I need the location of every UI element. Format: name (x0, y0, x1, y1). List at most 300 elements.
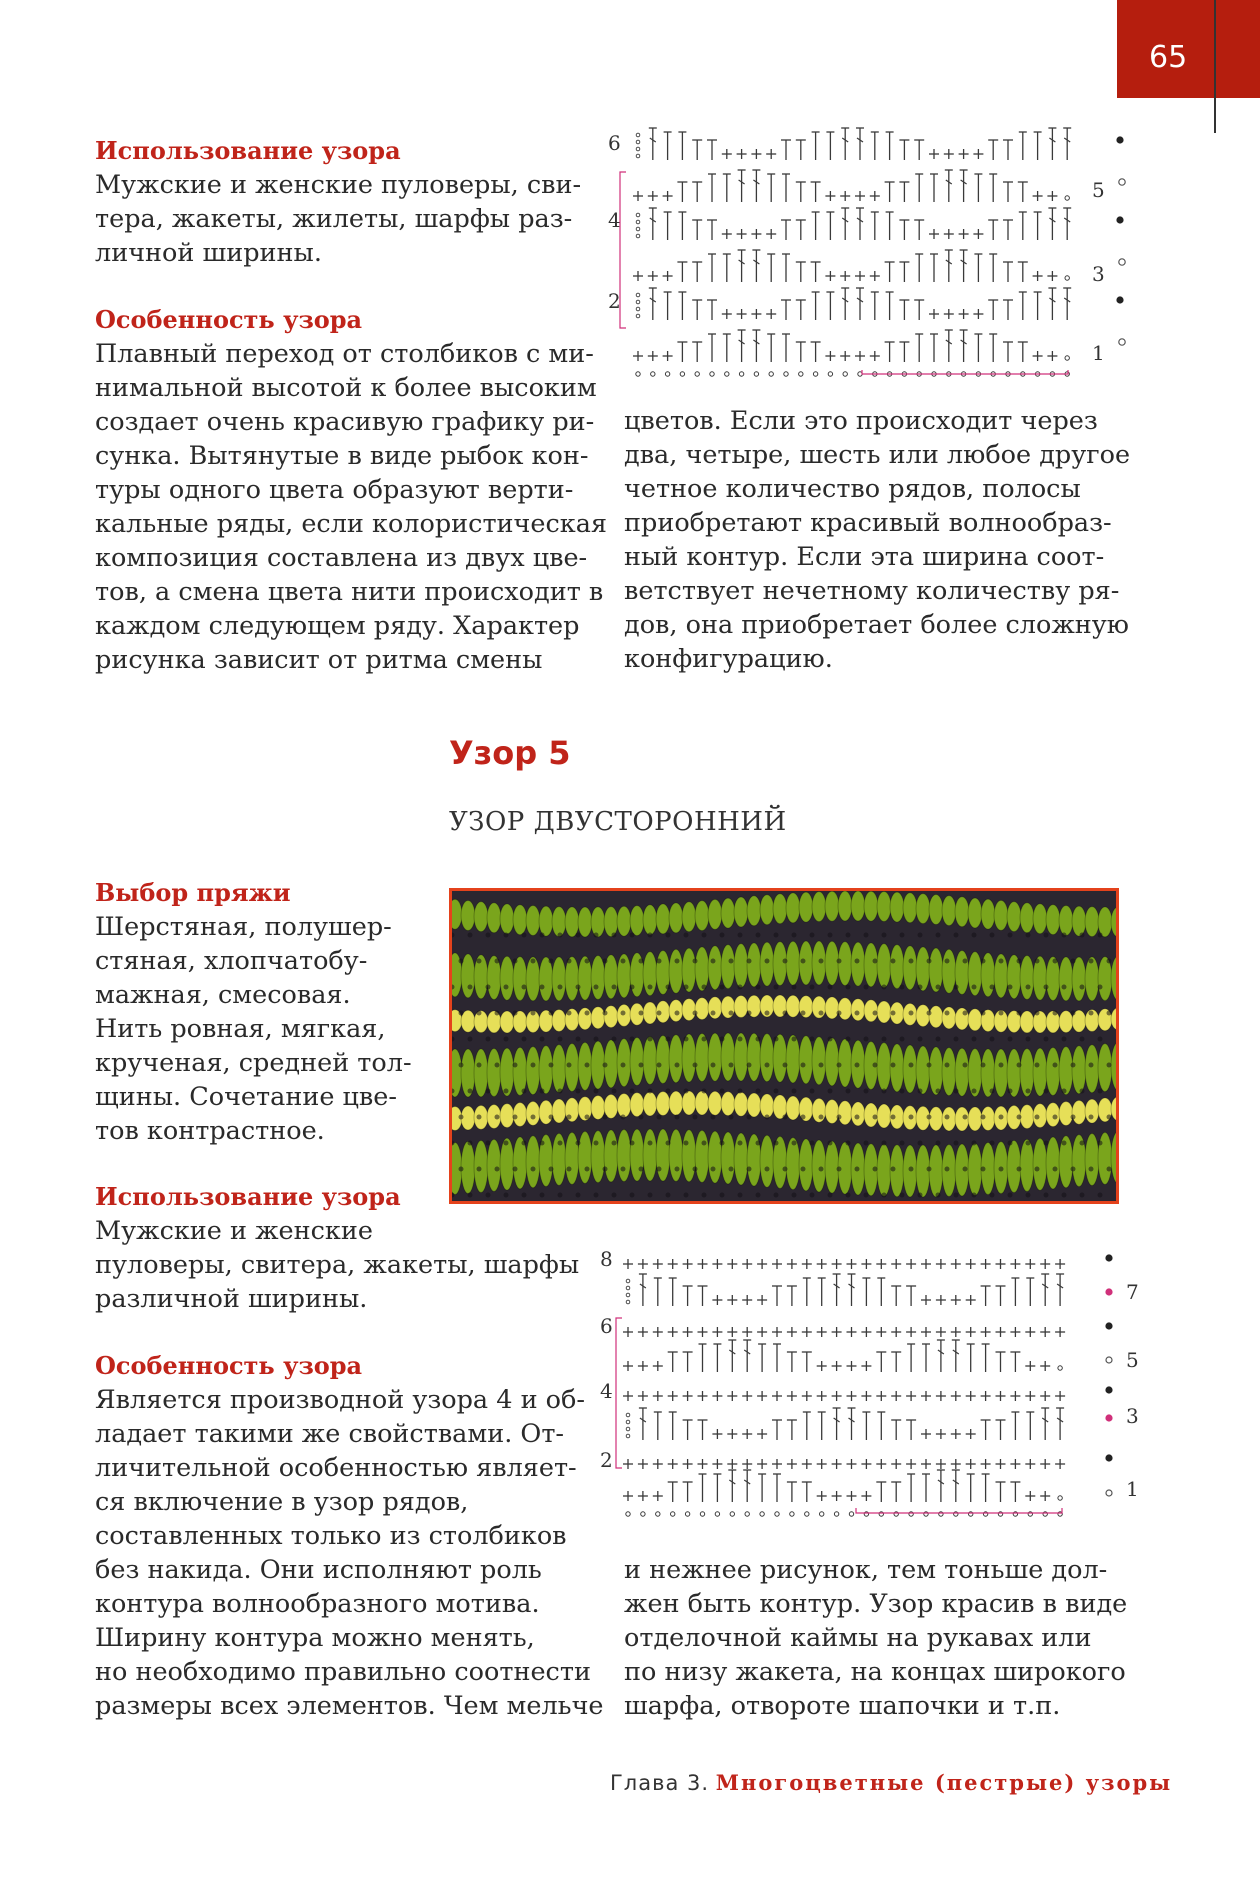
yarn-dot (792, 933, 797, 938)
yarn-dot (567, 1011, 572, 1016)
yarn-dot (774, 1141, 779, 1146)
yarn-dot (900, 1141, 905, 1146)
yarn-stitch (539, 906, 553, 936)
yarn-stitch (864, 891, 878, 921)
yarn-dot (855, 1011, 860, 1016)
yarn-dot (495, 1063, 500, 1068)
yarn-dot (954, 1141, 959, 1146)
yarn-dot (846, 1037, 851, 1042)
yarn-dot (1035, 1011, 1040, 1016)
yarn-dot (558, 985, 563, 990)
yarn-dot (792, 1089, 797, 1094)
repeat-bracket (620, 172, 626, 328)
yarn-dot (927, 1063, 932, 1068)
yarn-stitch (1033, 1138, 1047, 1190)
yarn-dot (828, 1141, 833, 1146)
yarn-dot (945, 1167, 950, 1172)
yarn-stitch (760, 1094, 774, 1118)
yarn-dot (837, 1011, 842, 1016)
yarn-dot (756, 933, 761, 938)
yarn-dot (504, 933, 509, 938)
chain-symbol (695, 372, 699, 376)
yarn-stitch (877, 1104, 891, 1128)
yarn-stitch (591, 1007, 605, 1029)
chain-symbol (813, 372, 817, 376)
chain-symbol (799, 372, 803, 376)
yarn-dot (468, 933, 473, 938)
yarn-dot (522, 933, 527, 938)
yarn-dot (513, 1063, 518, 1068)
yarn-dot (522, 985, 527, 990)
yarn-dot (891, 1063, 896, 1068)
yarn-dot (477, 1011, 482, 1016)
row-label: 3 (1126, 1404, 1139, 1428)
chain-symbol (651, 372, 655, 376)
yarn-dot (1098, 1141, 1103, 1146)
chain-symbol (790, 1512, 794, 1516)
yarn-stitch (851, 891, 865, 921)
yarn-dot (1071, 1011, 1076, 1016)
yarn-dot (765, 959, 770, 964)
yarn-dot (1089, 1063, 1094, 1068)
text-line: дов, она приобретает более сложную (624, 610, 1130, 640)
yarn-dot (765, 1063, 770, 1068)
yarn-stitch (968, 1143, 982, 1195)
yarn-stitch (539, 1100, 553, 1124)
yarn-stitch (916, 1046, 930, 1094)
text-line: Шерстяная, полушер- (95, 912, 392, 942)
yarn-stitch (565, 907, 579, 937)
yarn-dot (918, 985, 923, 990)
chain-symbol (636, 154, 640, 158)
yarn-stitch (552, 907, 566, 937)
yarn-stitch (929, 1107, 943, 1131)
chain-symbol (665, 372, 669, 376)
yarn-stitch (500, 904, 514, 934)
text-line: но необходимо правильно соотнести (95, 1657, 591, 1687)
chain-symbol (636, 314, 640, 318)
yarn-stitch (526, 1047, 540, 1095)
yarn-stitch (669, 1035, 683, 1083)
yarn-stitch (955, 897, 969, 927)
yarn-stitch (578, 907, 592, 937)
yarn-dot (612, 1089, 617, 1094)
yarn-dot (729, 1011, 734, 1016)
yarn-stitch (786, 995, 800, 1017)
yarn-stitch (1046, 1137, 1060, 1189)
yarn-dot (693, 1011, 698, 1016)
yarn-dot (846, 1193, 851, 1198)
row-label: 1 (1126, 1477, 1139, 1501)
yarn-stitch (1072, 906, 1086, 936)
yarn-dot (963, 1167, 968, 1172)
yarn-dot (1053, 1063, 1058, 1068)
text-line: без накида. Они исполняют роль (95, 1555, 542, 1585)
yarn-stitch (734, 944, 748, 988)
yarn-stitch (578, 1008, 592, 1030)
yarn-dot (999, 959, 1004, 964)
yarn-dot (711, 1115, 716, 1120)
chain-symbol (745, 1512, 749, 1516)
row-marker-filled (1117, 217, 1123, 223)
yarn-stitch (1046, 1047, 1060, 1095)
yarn-stitch (1085, 1133, 1099, 1185)
yarn-stitch (604, 907, 618, 937)
yarn-stitch (812, 1098, 826, 1122)
yarn-dot (594, 1037, 599, 1042)
yarn-dot (666, 1193, 671, 1198)
yarn-dot (477, 1115, 482, 1120)
yarn-dot (990, 933, 995, 938)
yarn-dot (594, 985, 599, 990)
yarn-dot (630, 933, 635, 938)
yarn-dot (810, 1089, 815, 1094)
yarn-stitch (526, 906, 540, 936)
yarn-dot (567, 1167, 572, 1172)
usage-section-1 (95, 134, 581, 270)
yarn-stitch (877, 892, 891, 922)
yarn-dot (504, 985, 509, 990)
yarn-stitch (682, 999, 696, 1021)
yarn-dot (783, 1011, 788, 1016)
yarn-dot (639, 1167, 644, 1172)
yarn-dot (549, 1011, 554, 1016)
chapter-number: Глава 3. (610, 1771, 710, 1795)
yarn-dot (864, 1193, 869, 1198)
yarn-dot (1071, 1063, 1076, 1068)
yarn-stitch (1020, 1139, 1034, 1191)
yarn-dot (1008, 1141, 1013, 1146)
yarn-dot (540, 1089, 545, 1094)
yarn-stitch (877, 1144, 891, 1196)
yarn-dot (846, 985, 851, 990)
yarn-dot (927, 959, 932, 964)
text-line: отделочной каймы на рукавах или (624, 1623, 1092, 1653)
yarn-dot (792, 985, 797, 990)
yarn-stitch (565, 1044, 579, 1092)
yarn-dot (1044, 1037, 1049, 1042)
yarn-dot (513, 1011, 518, 1016)
yarn-dot (495, 1115, 500, 1120)
yarn-dot (657, 1063, 662, 1068)
yarn-stitch (929, 948, 943, 992)
yarn-stitch (929, 895, 943, 925)
chain-symbol (636, 227, 640, 231)
yarn-dot (801, 1011, 806, 1016)
yarn-dot (459, 1115, 464, 1120)
row-label: 2 (600, 1448, 613, 1472)
yarn-dot (900, 1037, 905, 1042)
yarn-dot (954, 1089, 959, 1094)
yarn-stitch (617, 1039, 631, 1087)
yarn-stitch (1098, 907, 1112, 937)
yarn-stitch (734, 897, 748, 927)
yarn-dot (720, 985, 725, 990)
yarn-dot (828, 1037, 833, 1042)
yarn-stitch (721, 945, 735, 989)
yarn-stitch (877, 1001, 891, 1023)
crochet-chart-1 (600, 120, 1140, 380)
yarn-dot (702, 1089, 707, 1094)
yarn-dot (576, 1089, 581, 1094)
yarn-dot (774, 1037, 779, 1042)
yarn-stitch (1046, 1103, 1060, 1127)
yarn-dot (873, 1115, 878, 1120)
yarn-dot (819, 1167, 824, 1172)
chain-symbol (685, 1512, 689, 1516)
yarn-dot (972, 1193, 977, 1198)
yarn-stitch (1072, 1046, 1086, 1094)
yarn-dot (936, 1089, 941, 1094)
yarn-dot (765, 1115, 770, 1120)
yarn-dot (603, 959, 608, 964)
yarn-dot (738, 1141, 743, 1146)
yarn-dot (1107, 959, 1112, 964)
yarn-dot (954, 933, 959, 938)
text-line: ся включение в узор рядов, (95, 1487, 469, 1517)
row-label: 7 (1126, 1280, 1139, 1304)
yarn-dot (828, 1089, 833, 1094)
row-marker-filled (1117, 137, 1123, 143)
yarn-dot (819, 1063, 824, 1068)
text-line: контура волнообразного мотива. (95, 1589, 540, 1619)
feature-continued-2 (624, 1553, 1127, 1723)
chain-symbol (636, 140, 640, 144)
text-line: туры одного цвета образуют верти- (95, 475, 574, 505)
text-line: личной ширины. (95, 238, 322, 268)
chain-symbol (754, 372, 758, 376)
yarn-dot (936, 1141, 941, 1146)
yarn-stitch (552, 1099, 566, 1123)
yarn-stitch (903, 1045, 917, 1093)
yarn-dot (657, 1167, 662, 1172)
yarn-dot (459, 1063, 464, 1068)
yarn-dot (810, 933, 815, 938)
yarn-dot (711, 1011, 716, 1016)
yarn-stitch (851, 942, 865, 986)
yarn-stitch (1085, 1045, 1099, 1093)
row-marker-open (1106, 1357, 1112, 1363)
yarn-dot (459, 1167, 464, 1172)
yarn-dot (882, 1089, 887, 1094)
yarn-stitch (1007, 902, 1021, 932)
yarn-dot (630, 985, 635, 990)
yarn-dot (1107, 1011, 1112, 1016)
yarn-dot (720, 1141, 725, 1146)
yarn-dot (1107, 1115, 1112, 1120)
yarn-stitch (773, 942, 787, 986)
yarn-dot (1044, 1089, 1049, 1094)
yarn-dot (684, 933, 689, 938)
chain-symbol (775, 1512, 779, 1516)
yarn-dot (522, 1037, 527, 1042)
yarn-dot (513, 959, 518, 964)
yarn-dot (738, 933, 743, 938)
yarn-stitch (1046, 957, 1060, 1001)
yarn-dot (990, 1141, 995, 1146)
text-line: тов, а смена цвета нити происходит в (95, 577, 604, 607)
yarn-stitch (825, 997, 839, 1019)
yarn-dot (1107, 1063, 1112, 1068)
yarn-dot (846, 933, 851, 938)
yarn-stitch (656, 904, 670, 934)
feature-heading-1: Особенность узора (95, 305, 363, 334)
yarn-dot (918, 1037, 923, 1042)
yarn-dot (675, 1063, 680, 1068)
usage-section-2 (95, 1180, 579, 1316)
yarn-dot (981, 1011, 986, 1016)
row-marker-filled (1106, 1323, 1112, 1329)
yarn-stitch (1059, 1047, 1073, 1095)
usage-heading-1: Использование узора (95, 136, 401, 165)
yarn-dot (612, 933, 617, 938)
chain-symbol (805, 1512, 809, 1516)
chain-symbol (626, 1413, 630, 1417)
yarn-dot (990, 985, 995, 990)
yarn-dot (1044, 1141, 1049, 1146)
yarn-dot (468, 1089, 473, 1094)
yarn-dot (486, 985, 491, 990)
yarn-dot (918, 1193, 923, 1198)
yarn-dot (567, 1115, 572, 1120)
yarn-dot (1053, 959, 1058, 964)
yarn-stitch (643, 905, 657, 935)
yarn-dot (837, 1115, 842, 1120)
text-line: создает очень красивую графику ри- (95, 407, 595, 437)
crochet-chart-2 (594, 1240, 1154, 1520)
yarn-stitch (643, 1092, 657, 1116)
yarn-stitch (682, 1130, 696, 1182)
yarn-dot (810, 1037, 815, 1042)
yarn-dot (630, 1193, 635, 1198)
yarn-dot (909, 1115, 914, 1120)
yarn-dot (576, 985, 581, 990)
yarn-dot (747, 1063, 752, 1068)
yarn-dot (1035, 1115, 1040, 1120)
yarn-dot (936, 933, 941, 938)
yarn-dot (684, 1141, 689, 1146)
yarn-dot (828, 933, 833, 938)
yarn-dot (594, 1089, 599, 1094)
yarn-stitch (630, 1093, 644, 1117)
yarn-dot (945, 959, 950, 964)
yarn-stitch (643, 1129, 657, 1181)
yarn-dot (810, 1193, 815, 1198)
chain-symbol (626, 1279, 630, 1283)
yarn-dot (729, 959, 734, 964)
yarn-stitch (539, 1046, 553, 1094)
yarn-stitch (695, 947, 709, 991)
yarn-stitch (604, 1006, 618, 1028)
yarn-dot (801, 1115, 806, 1120)
yarn-stitch (526, 957, 540, 1001)
yarn-stitch (1072, 1100, 1086, 1124)
yarn-stitch (461, 900, 475, 930)
yarn-dot (522, 1141, 527, 1146)
text-line: конфигурацию. (624, 644, 833, 674)
yarn-dot (675, 1011, 680, 1016)
yarn-dot (828, 1193, 833, 1198)
chain-symbol (1058, 1366, 1062, 1370)
yarn-dot (504, 1141, 509, 1146)
yarn-dot (684, 1037, 689, 1042)
yarn-dot (675, 1115, 680, 1120)
yarn-dot (567, 959, 572, 964)
chain-symbol (700, 1512, 704, 1516)
yarn-dot (1098, 1037, 1103, 1042)
chain-symbol (636, 293, 640, 297)
yarn-dot (612, 985, 617, 990)
yarn-dot (567, 1063, 572, 1068)
text-line: стяная, хлопчатобу- (95, 946, 368, 976)
yarn-dot (630, 1089, 635, 1094)
yarn-dot (954, 985, 959, 990)
yarn-dot (909, 959, 914, 964)
yarn-stitch (812, 941, 826, 985)
yarn-dot (468, 985, 473, 990)
chain-symbol (1058, 1496, 1062, 1500)
chain-symbol (626, 1434, 630, 1438)
chain-symbol (828, 372, 832, 376)
yarn-stitch (903, 946, 917, 990)
yarn-dot (531, 1011, 536, 1016)
yarn-stitch (721, 1132, 735, 1184)
yarn-dot (540, 1037, 545, 1042)
text-line: нимальной высотой к более высоким (95, 373, 597, 403)
yarn-dot (702, 1037, 707, 1042)
yarn-stitch (1033, 904, 1047, 934)
text-line: различной ширины. (95, 1284, 368, 1314)
row-marker-filled (1106, 1289, 1112, 1295)
yarn-stitch (552, 1045, 566, 1093)
row-marker-open (1119, 339, 1125, 345)
yarn-dot (738, 1193, 743, 1198)
chain-symbol (820, 1512, 824, 1516)
yarn-stitch (708, 946, 722, 990)
yarn-stitch (721, 898, 735, 928)
yarn-dot (585, 1011, 590, 1016)
yarn-dot (603, 1167, 608, 1172)
chain-symbol (843, 372, 847, 376)
chain-symbol (636, 220, 640, 224)
yarn-dot (558, 1037, 563, 1042)
yarn-dot (666, 985, 671, 990)
text-line: составленных только из столбиков (95, 1521, 567, 1551)
text-line: мажная, смесовая. (95, 980, 351, 1010)
yarn-stitch (500, 1104, 514, 1128)
yarn-dot (585, 1115, 590, 1120)
yarn-dot (549, 959, 554, 964)
yarn-stitch (890, 892, 904, 922)
row-label: 6 (600, 1314, 613, 1338)
feature-continued-1 (624, 404, 1130, 676)
yarn-stitch (452, 899, 462, 929)
chain-symbol (656, 1512, 660, 1516)
yarn-dot (720, 933, 725, 938)
yarn-dot (747, 1011, 752, 1016)
yarn-stitch (487, 903, 501, 933)
yarn-dot (648, 1037, 653, 1042)
text-line: Мужские и женские (95, 1216, 373, 1246)
yarn-stitch (708, 1033, 722, 1081)
yarn-dot (702, 1141, 707, 1146)
yarn-dot (702, 933, 707, 938)
yarn-dot (882, 933, 887, 938)
yarn-dot (927, 1011, 932, 1016)
yarn-dot (1044, 933, 1049, 938)
yarn-stitch (877, 1043, 891, 1091)
text-line: сунка. Вытянутые в виде рыбок кон- (95, 441, 589, 471)
